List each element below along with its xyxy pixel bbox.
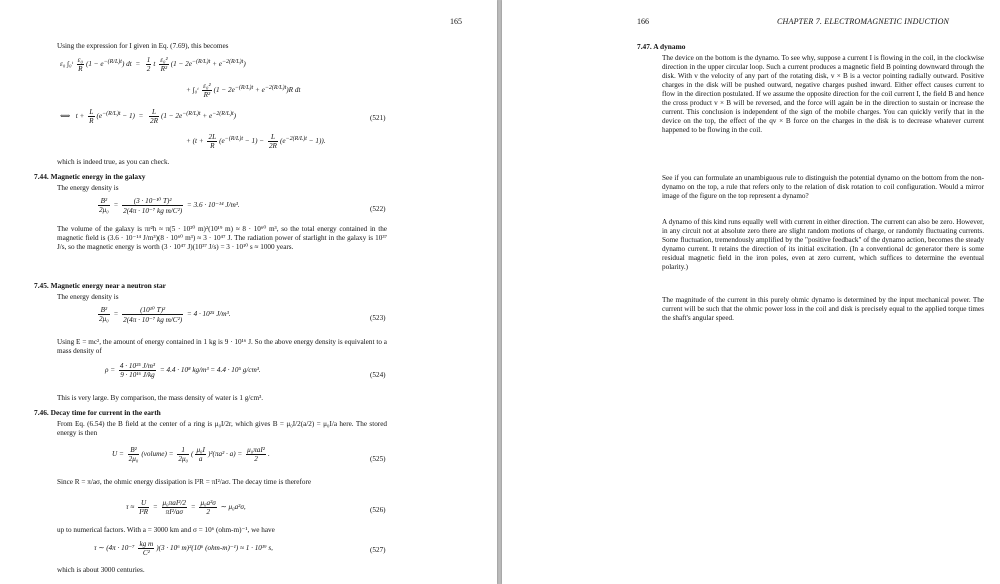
equation-number-525: (525) <box>370 455 386 463</box>
dynamo-paragraph-4: The magnitude of the current in this purely ohmic dynamo is determined by the input mechanical power. The current will be such that the ohmic power loss in the coil and disk is precisely equal to the applied torque times the shaft's angular speed. <box>662 296 984 322</box>
equation-521-line4: + (t + $\frac{2L}{R}$ $(e^{-(R/L)t} - 1)$ − $\frac{L}{2R}$ $(e^{-2(R/L)t} - 1)$). <box>186 133 326 150</box>
equation-522: $\frac{\text{B²}}{\text{2μ₀}}$ = $\frac{\text{(3 · 10⁻¹⁰ T)²}}{\text{2(4π · 10⁻⁷ kg m/C²)}}$ = 3.6 · 10⁻¹⁴ J/m³. <box>99 197 240 215</box>
equation-number-524: (524) <box>370 371 386 379</box>
equation-527: τ ∼ (4π · 10⁻⁷ $\frac{\text{kg m}}{\text{C²}}$ )(3 · 10⁶ m)²(10⁶ (ohm-m)⁻¹) ≈ 1 · 10¹⁹ s, <box>94 540 273 557</box>
equation-521-line3: ⟺ t + $\frac{L}{R}$ $(e^{-(R/L)t} - 1)$ = $\frac{L}{2R}$ $(1 - 2e^{-(R/L)t} + e^{-2(R/L)t})$ <box>60 108 237 125</box>
dynamo-paragraph-2: See if you can formulate an unambiguous rule to distinguish the potential dynamo on the bottom from the non-dynamo on the top, a rule that refers only to the relation of disk rotation to coil configuration. Would a mirror image of the figure on the top represent a dynamo? <box>662 174 984 200</box>
intro-text: Using the expression for I given in Eq. (7.69), this becomes <box>57 42 229 50</box>
equation-521-line1: ε₀ ∫₀ᵗ $\frac{\text{ε₀}}{R}$ $(1 - e^{-(R/L)t})$ dt = $\frac{1}{2}$ t $\frac{\text{ε₀²}}{\text{R²}}$ $(1 - 2e^{-(R/L)t} + e^{-2(R/L)t})$ <box>60 56 246 73</box>
equation-number-526: (526) <box>370 506 386 514</box>
equation-number-523: (523) <box>370 314 386 322</box>
s746-paragraph-1: From Eq. (6.54) the B field at the center of a ring is μ₀I/2r, which gives B = μ₀I/2(a/2) = μ₀I/a here. The stored energy is then <box>57 420 387 437</box>
equation-524: ρ = $\frac{\text{4 · 10²⁵ J/m³}}{\text{9 · 10¹⁶ J/kg}}$ = 4.4 · 10⁸ kg/m³ = 4.4 · 10⁵ g/cm³. <box>105 362 261 379</box>
equation-523: $\frac{\text{B²}}{\text{2μ₀}}$ = $\frac{\text{(10¹⁰ T)²}}{\text{2(4π · 10⁻⁷ kg m/C²)}}$ = 4 · 10²⁵ J/m³. <box>99 306 231 324</box>
page-165 <box>0 0 497 584</box>
equation-number-522: (522) <box>370 205 386 213</box>
equation-number-527: (527) <box>370 546 386 554</box>
s744-lead: The energy density is <box>57 184 119 192</box>
equation-526: τ ≈ $\frac{U}{\text{I²R}}$ = $\frac{\text{μ₀πaI²/2}}{\text{πI²/aσ}}$ = $\frac{\text{μ₀a²σ}}{2}$ ∼ μ₀a²σ, <box>126 499 246 516</box>
equation-521-line2: + ∫₀ᵗ $\frac{\text{ε₀²}}{\text{R²}}$ $(1 - 2e^{-(R/L)t} + e^{-2(R/L)t})R$ dt <box>186 82 301 99</box>
equation-number-521: (521) <box>370 114 386 122</box>
section-7-46-title: 7.46. Decay time for current in the earth <box>34 408 161 417</box>
section-7-44-title: 7.44. Magnetic energy in the galaxy <box>34 172 146 181</box>
s746-paragraph-3: up to numerical factors. With a = 3000 km and σ = 10⁶ (ohm-m)⁻¹, we have <box>57 526 275 534</box>
after-521-text: which is indeed true, as you can check. <box>57 158 170 166</box>
section-7-47-title: 7.47. A dynamo <box>637 42 686 51</box>
s745-lead: The energy density is <box>57 293 119 301</box>
s746-paragraph-2: Since R = π/aσ, the ohmic energy dissipation is I²R = πI²/aσ. The decay time is therefore <box>57 478 312 486</box>
section-7-45-title: 7.45. Magnetic energy near a neutron star <box>34 281 166 290</box>
page-number: 165 <box>450 17 462 26</box>
page-number: 166 <box>637 17 649 26</box>
page-166 <box>502 0 1000 584</box>
equation-525: U = $\frac{\text{B²}}{\text{2μ₀}}$ (volume) = $\frac{1}{\text{2μ₀}}$ ( $\frac{\text{μ₀I}}{a}$ )²(πa² · a) = $\frac{\text{μ₀πaI²}}{2}$ . <box>112 446 270 463</box>
dynamo-paragraph-1: The device on the bottom is the dynamo. To see why, suppose a current I is flowing in the coil, in the clockwise direction in the upper circular loop. Such a current produces a magnetic field B pointing downward through the disk. With v the velocity of any part of the rotating disk, v × B is a vector pointing radially outward. Positive charges in the disk will be pushed outward, negative charges pushed inward. Either effect causes current to flow in the direction postulated. If we assume the opposite direction for the coil current I, the field B and hence the cross product v × B will be reversed, and the force will again be in the direction to sustain or increase the current. This conclusion is independent of the sign of the mobile charges. You can quickly verify that in the device on the top, the effect of the qv × B force on the charges in the disk is to decrease whatever current happened to be flowing in the coil. <box>662 54 984 134</box>
s746-closing: which is about 3000 centuries. <box>57 566 145 574</box>
s744-paragraph: The volume of the galaxy is πr²h ≈ π(5 · 10²⁰ m)²(10¹⁹ m) ≈ 8 · 10⁶⁰ m³, so the total energy contained in the magnetic field is (3.6 · 10⁻¹⁴ J/m³)(8 · 10⁶⁰ m³) ≈ 3 · 10⁴⁷ J. The radiation power of starlight in the galaxy is 10³⁷ J/s, so the magnetic energy is worth (3 · 10⁴⁷ J)(10³⁷ J/s) = 3 · 10¹⁰ s ≈ 1000 years. <box>57 225 387 251</box>
running-head: CHAPTER 7. ELECTROMAGNETIC INDUCTION <box>777 17 950 26</box>
dynamo-paragraph-3: A dynamo of this kind runs equally well with current in either direction. The current can also be zero. However, in any circuit not at absolute zero there are slight random motions of charge, or randomly fluctuating currents. Some fluctuation, tremendously amplified by the "positive feedback" of the dynamo action, becomes the steady dynamo current. It retains the direction of its initial excitation. (In a conventional dc generator there is some residual magnetic field in the iron poles, even at zero current, which suffices to determine the eventual polarity.) <box>662 218 984 271</box>
s745-after: This is very large. By comparison, the mass density of water is 1 g/cm³. <box>57 394 264 402</box>
s745-paragraph: Using E = mc², the amount of energy contained in 1 kg is 9 · 10¹⁶ J. So the above energy density is equivalent to a mass density of <box>57 338 387 355</box>
